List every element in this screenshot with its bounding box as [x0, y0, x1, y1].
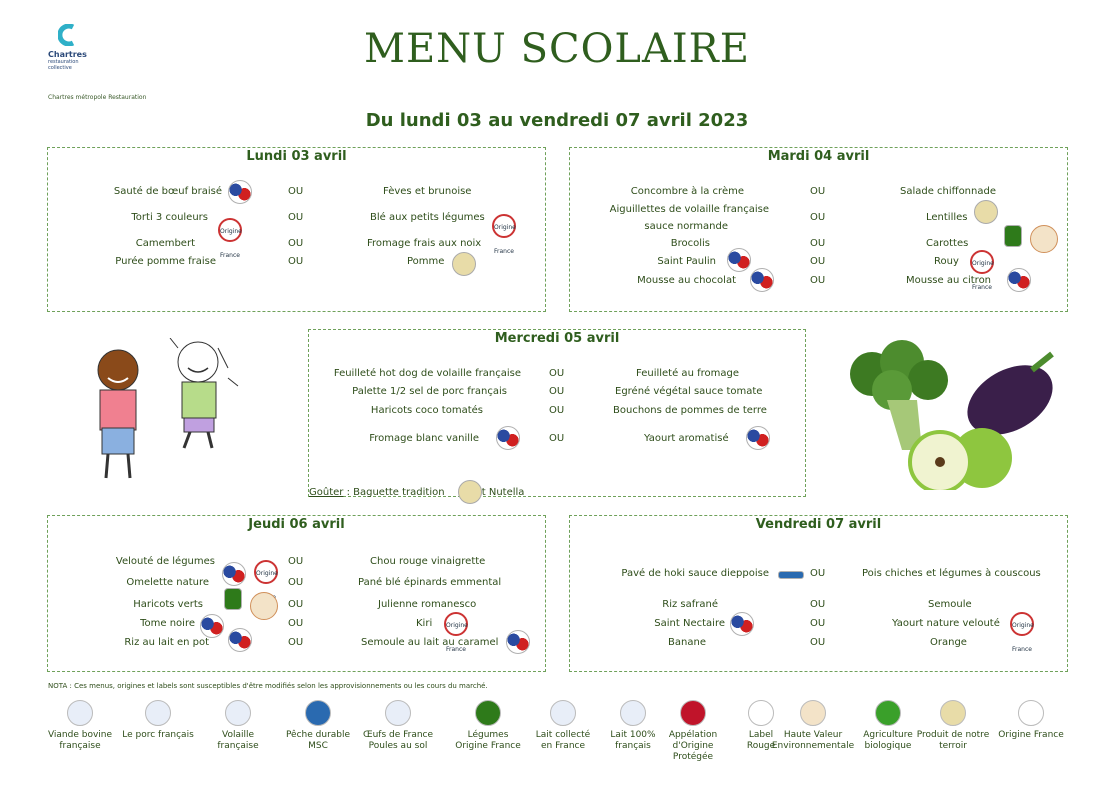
menu-item: Pavé de hoki sauce dieppoise — [621, 568, 769, 579]
oeufs-france-icon — [385, 700, 411, 726]
menu-item: Mousse au chocolat — [637, 275, 736, 286]
or-label: OU — [288, 599, 304, 610]
lait-100-icon — [620, 700, 646, 726]
menu-item: Fromage frais aux noix — [367, 238, 482, 249]
legend-item — [195, 700, 281, 752]
origine-france-icon: Origine France — [1010, 612, 1034, 636]
lait-icon — [730, 612, 754, 636]
day-box-lundi — [47, 147, 546, 312]
or-label: OU — [549, 405, 565, 416]
legend-label: Volaille — [221, 730, 255, 740]
or-label: OU — [288, 577, 304, 588]
day-title: Jeudi 06 avril — [248, 517, 345, 532]
origine-france-icon — [1018, 700, 1044, 726]
legend-item — [355, 700, 441, 752]
logo-sub2: collective — [48, 65, 72, 71]
lait-icon — [746, 426, 770, 450]
oeufs-france-icon — [222, 562, 246, 586]
legend-label: MSC — [308, 741, 328, 751]
menu-item: Omelette nature — [126, 577, 209, 588]
lait-icon — [506, 630, 530, 654]
origine-france-icon: Origine — [254, 560, 278, 584]
menu-item: Blé aux petits légumes — [370, 212, 485, 223]
legend-label: Label — [748, 730, 774, 740]
menu-item: Velouté de légumes — [115, 556, 215, 567]
menu-item: Feuilleté hot dog de volaille française — [333, 368, 521, 379]
menu-item: Semoule — [928, 599, 972, 610]
or-label: OU — [288, 618, 304, 629]
or-label: OU — [288, 212, 304, 223]
menu-item: Saint Paulin — [657, 256, 716, 267]
or-label: OU — [549, 433, 565, 444]
lait-icon — [1007, 268, 1031, 292]
menu-item: Chou rouge vinaigrette — [370, 556, 486, 567]
legend-label: Agriculture — [863, 730, 913, 740]
legend-label: terroir — [939, 741, 967, 751]
menu-item: Semoule au lait au caramel — [361, 637, 499, 648]
lait-icon — [727, 248, 751, 272]
legend-item — [910, 700, 996, 752]
lait-collecte-icon — [550, 700, 576, 726]
aop-icon — [680, 700, 706, 726]
or-label: OU — [810, 256, 826, 267]
menu-item: Riz au lait en pot — [124, 637, 209, 648]
hve-icon — [250, 592, 278, 620]
logo-sub1: restauration — [48, 59, 79, 65]
or-label: OU — [288, 637, 304, 648]
or-label: OU — [810, 186, 826, 197]
menu-item: Palette 1/2 sel de porc français — [352, 386, 507, 397]
or-label: OU — [549, 368, 565, 379]
org-name: Chartres métropole Restauration — [48, 94, 147, 101]
menu-item: Riz safrané — [662, 599, 718, 610]
day-title: Lundi 03 avril — [246, 149, 347, 164]
menu-item: Salade chiffonnade — [900, 186, 996, 197]
menu-item: Torti 3 couleurs — [131, 212, 208, 223]
legend-label: biologique — [864, 741, 912, 751]
menu-item: Haricots verts — [133, 599, 203, 610]
menu-item: Kiri — [416, 618, 433, 629]
produit-terroir-icon — [974, 200, 998, 224]
children-illustration — [78, 338, 248, 488]
or-label: OU — [288, 256, 304, 267]
hve-icon — [1030, 225, 1058, 253]
legend-item — [115, 700, 201, 741]
legend-label: Lait 100% — [610, 730, 656, 740]
legend-label: Environnementale — [771, 741, 855, 751]
menu-item: Haricots coco tomatés — [370, 405, 483, 416]
menu-item: Pomme — [407, 256, 445, 267]
menu-item: Banane — [668, 637, 706, 648]
day-title: Mardi 04 avril — [767, 149, 870, 164]
menu-item: Feuilleté au fromage — [636, 368, 739, 379]
or-label: OU — [288, 556, 304, 567]
legend-label: Origine France — [998, 730, 1064, 740]
legend-item — [445, 700, 531, 752]
day-box-vendredi — [569, 515, 1068, 672]
menu-item: Carottes — [926, 238, 969, 249]
legend-label: Pêche durable — [285, 730, 351, 740]
volaille-icon — [225, 700, 251, 726]
or-label: OU — [288, 238, 304, 249]
gouter-label: Goûter — [309, 487, 344, 498]
origine-france-icon: Origine France — [218, 218, 242, 242]
lait-icon — [750, 268, 774, 292]
legend-label: Le porc français — [122, 730, 194, 740]
or-label: OU — [810, 275, 826, 286]
produit-terroir-icon — [458, 480, 482, 504]
or-label: OU — [810, 212, 826, 223]
vegetables-illustration — [832, 340, 1058, 490]
or-label: OU — [810, 637, 826, 648]
hve-icon — [800, 700, 826, 726]
origine-france-icon: Origine France — [970, 250, 994, 274]
viande-bovine-icon — [228, 180, 252, 204]
or-label: OU — [810, 599, 826, 610]
produit-terroir-icon — [452, 252, 476, 276]
menu-item: Brocolis — [670, 238, 710, 249]
viande-bovine-icon — [67, 700, 93, 726]
or-label: OU — [288, 186, 304, 197]
menu-item: Yaourt nature velouté — [892, 618, 1000, 629]
or-label: OU — [810, 568, 826, 579]
or-label: OU — [810, 618, 826, 629]
msc-icon — [778, 571, 804, 579]
gouter-text2: t Nutella — [481, 487, 525, 498]
legend-label: Légumes — [467, 730, 509, 740]
menu-item: sauce normande — [644, 221, 728, 232]
legend-label: Poules au sol — [368, 741, 428, 751]
menu-item: Bouchons de pommes de terre — [613, 405, 767, 416]
menu-item: Sauté de bœuf braisé — [113, 186, 222, 197]
menu-item: Yaourt aromatisé — [644, 433, 729, 444]
legend-label: Œufs de France — [362, 730, 434, 740]
nota: NOTA : Ces menus, origines et labels sont susceptibles d'être modifiés selon les approvisionnements ou les cours du marché. — [48, 682, 488, 690]
produit-terroir-icon — [940, 700, 966, 726]
gouter-line — [309, 480, 524, 504]
legumes-france-icon — [1004, 225, 1022, 247]
legend-item — [770, 700, 856, 752]
origine-france-icon: Origine France — [492, 214, 516, 238]
lait-icon — [200, 614, 224, 638]
menu-item: Camembert — [135, 238, 195, 249]
agriculture-bio-icon — [875, 700, 901, 726]
menu-item: Aiguillettes de volaille française — [609, 204, 769, 215]
lait-icon — [228, 628, 252, 652]
menu-item: Fèves et brunoise — [383, 186, 472, 197]
day-box-mardi — [569, 147, 1068, 312]
porc-francais-icon — [145, 700, 171, 726]
msc-icon — [305, 700, 331, 726]
page-title: MENU SCOLAIRE — [364, 26, 750, 72]
date-range: Du lundi 03 au vendredi 07 avril 2023 — [365, 110, 749, 131]
legend-item — [988, 700, 1074, 741]
legend-label: Lait collecté — [535, 730, 591, 740]
legumes-france-icon — [224, 588, 242, 610]
legend-label: Rouge — [746, 741, 776, 751]
menu-item: Fromage blanc vanille — [369, 433, 479, 444]
menu-item: Tome noire — [140, 618, 195, 629]
or-label: OU — [810, 238, 826, 249]
legend-label: Produit de notre — [916, 730, 990, 740]
day-title: Vendredi 07 avril — [755, 517, 882, 532]
legend-label: Appélation — [668, 730, 718, 740]
menu-item: Mousse au citron — [906, 275, 992, 286]
legumes-france-icon — [475, 700, 501, 726]
menu-item: Egréné végétal sauce tomate — [615, 386, 763, 397]
legend-label: française — [59, 741, 101, 751]
menu-item: Concombre à la crème — [630, 186, 744, 197]
legend-label: en France — [540, 741, 586, 751]
menu-item: Saint Nectaire — [654, 618, 725, 629]
menu-item: Pois chiches et légumes à couscous — [862, 568, 1041, 579]
menu-item: Purée pomme fraise — [115, 256, 216, 267]
logo-brand: Chartres — [48, 50, 87, 59]
lait-icon — [496, 426, 520, 450]
legend-label: Viande bovine — [47, 730, 113, 740]
menu-item: Pané blé épinards emmental — [358, 577, 502, 588]
gouter-text: : Baguette tradition — [343, 487, 445, 498]
legend-label: Protégée — [672, 752, 714, 762]
menu-item: Julienne romanesco — [378, 599, 477, 610]
legend-label: Haute Valeur — [783, 730, 843, 740]
origine-france-icon: Origine France — [444, 612, 468, 636]
menu-item: Lentilles — [926, 212, 968, 223]
legend-label: Origine France — [455, 741, 521, 751]
legend-item — [275, 700, 361, 752]
day-title: Mercredi 05 avril — [494, 331, 620, 346]
legend-label: français — [615, 741, 651, 751]
legend-item — [37, 700, 123, 752]
or-label: OU — [549, 386, 565, 397]
menu-item: Orange — [930, 637, 967, 648]
legend-label: d'Origine — [672, 741, 714, 751]
menu-item: Rouy — [934, 256, 959, 267]
day-box-jeudi — [47, 515, 546, 672]
legend-label: française — [217, 741, 259, 751]
day-box-mercredi — [308, 329, 806, 497]
